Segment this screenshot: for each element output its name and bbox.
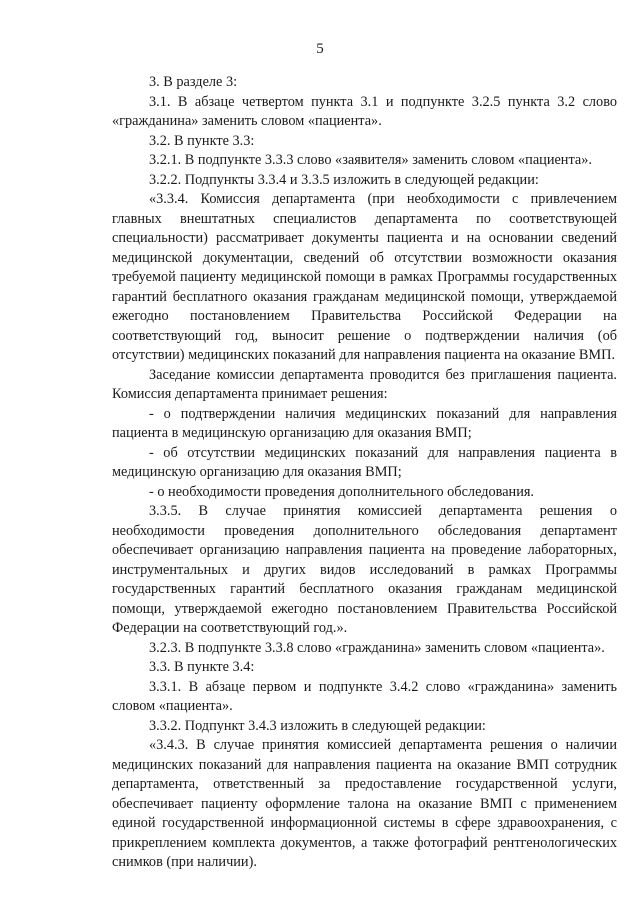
paragraph-commission-meeting: Заседание комиссии департамента проводится без приглашения пациента. Комиссия департамента принимает решения:	[112, 366, 617, 402]
document-body	[112, 73, 617, 873]
paragraph-3-3-5-text: 3.3.5. В случае принятия комиссией департамента решения о необходимости проведения дополнительного обследования департамент обеспечивает организацию направления пациента на проведение лабораторных, инструментальных и других видов исследований в рамках Программы государственных гарантий бесплатного оказания гражданам медицинской помощи, утверждаемой ежегодно постановлением Правительства Российской Федерации на соответствующий год.».	[112, 503, 617, 636]
list-item-decision-confirm: - о подтверждении наличия медицинских показаний для направления пациента в медицинскую организацию для оказания ВМП;	[112, 405, 617, 441]
paragraph-3-1: 3.1. В абзаце четвертом пункта 3.1 и подпункте 3.2.5 пункта 3.2 слово «гражданина» заменить словом «пациента».	[112, 93, 617, 129]
paragraph-3-3-heading: 3.3. В пункте 3.4:	[149, 659, 255, 675]
paragraph-3-2-3: 3.2.3. В подпункте 3.3.8 слово «гражданина» заменить словом «пациента».	[149, 639, 605, 656]
page-number: 5	[316, 41, 324, 57]
paragraph-3-3-2: 3.3.2. Подпункт 3.4.3 изложить в следующей редакции:	[149, 717, 486, 734]
list-item-decision-absence: - об отсутствии медицинских показаний для направления пациента в медицинскую организацию для оказания ВМП;	[112, 444, 617, 480]
paragraph-3-3-1: 3.3.1. В абзаце первом и подпункте 3.4.2 слово «гражданина» заменить словом «пациента».	[112, 678, 617, 714]
paragraph-3-2-2: 3.2.2. Подпункты 3.3.4 и 3.3.5 изложить в следующей редакции:	[149, 171, 539, 188]
list-item-decision-examination: - о необходимости проведения дополнительного обследования.	[149, 483, 535, 500]
paragraph-3-2-heading: 3.2. В пункте 3.3:	[149, 132, 255, 149]
paragraph-3-2-1: 3.2.1. В подпункте 3.3.3 слово «заявителя» заменить словом «пациента».	[149, 152, 592, 168]
paragraph-3-3-4-text: «3.3.4. Комиссия департамента (при необходимости с привлечением главных внештатных специалистов департамента по соответствующей специальности) рассматривает документы пациента и на основании сведений медицинской документации, сведений об отсутствии возможности оказания требуемой пациенту медицинской помощи в рамках Программы государственных гарантий бесплатного оказания гражданам медицинской помощи, утверждаемой ежегодно постановлением Правительства Российской Федерации на соответствующий год, выносит решение о подтверждении наличия (об отсутствии) медицинских показаний для направления пациента на оказание ВМП.	[112, 191, 617, 363]
paragraph-section-3-heading: 3. В разделе 3:	[149, 74, 238, 90]
paragraph-3-4-3-text: «3.4.3. В случае принятия комиссией департамента решения о наличии медицинских показаний для направления пациента на оказание ВМП сотрудник департамента, ответственный за предоставление государственной услуги, обеспечивает пациенту оформление талона на оказание ВМП с применением единой государственной информационной системы в сфере здравоохранения, с прикреплением комплекта документов, а также фотографий рентгенологических снимков (при наличии).	[112, 737, 617, 870]
